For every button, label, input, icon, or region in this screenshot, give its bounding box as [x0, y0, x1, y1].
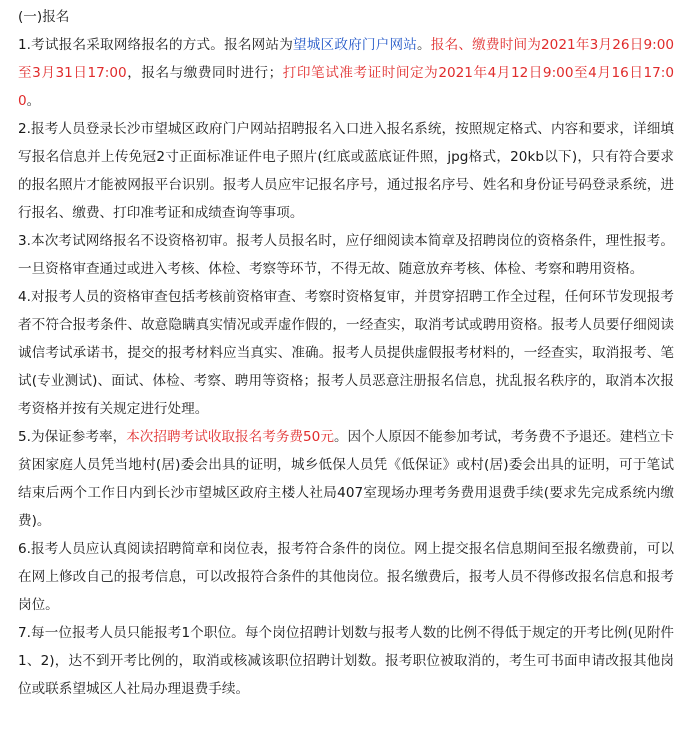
- section-heading: (一)报名: [18, 9, 70, 25]
- paragraph-2: [18, 115, 674, 227]
- p6-text: 6.报考人员应认真阅读招聘简章和岗位表，报考符合条件的岗位。网上提交报名信息期间至报名缴费前，可以在网上修改自己的报考信息，可以改报符合条件的其他岗位。报名缴费后，报考人员不得修改报名信息和报考岗位。: [18, 541, 674, 613]
- paragraph-3: [18, 227, 674, 283]
- paragraph-6: [18, 535, 674, 619]
- p1-text-a: 1.考试报名采取网络报名的方式。报名网站为: [18, 37, 293, 53]
- paragraph-5: [18, 423, 674, 535]
- p1-text-c: ，报名与缴费同时进行；: [126, 65, 283, 81]
- p3-text: 3.本次考试网络报名不设资格初审。报考人员报名时，应仔细阅读本简章及招聘岗位的资格条件，理性报考。一旦资格审查通过或进入考核、体检、考察等环节，不得无故、随意放弃考核、体检、考察和聘用资格。: [18, 233, 674, 277]
- paragraph-7: [18, 619, 674, 703]
- admission-ticket-period-notice: 打印笔试准考证时间定为2021年4月12日9:00至4月16日17:00: [18, 65, 675, 109]
- p1-text-d: 。: [26, 93, 41, 109]
- paragraph-1: [18, 31, 674, 115]
- p1-text-b: 。: [417, 37, 431, 53]
- p4-text: 4.对报考人员的资格审查包括考核前资格审查、考察时资格复审，并贯穿招聘工作全过程，任何环节发现报考者不符合报考条件、故意隐瞒真实情况或弄虚作假的，一经查实，取消考试或聘用资格。报考人员要仔细阅读诚信考试承诺书，提交的报考材料应当真实、准确。报考人员提供虚假报考材料的，一经查实，取消报考、笔试(专业测试)、面试、体检、考察、聘用等资格；报考人员恶意注册报名信息，扰乱报名秩序的，取消本次报考资格并按有关规定进行处理。: [18, 289, 674, 417]
- registration-period-notice: 报名、缴费时间为2021年3月26日9:00至3月31日17:00: [18, 37, 675, 81]
- p2-text: 2.报考人员登录长沙市望城区政府门户网站招聘报名入口进入报名系统，按照规定格式、内容和要求，详细填写报名信息并上传免冠2寸正面标准证件电子照片(红底或蓝底证件照，jpg格式，20kb以下)，只有符合要求的报名照片才能被网报平台识别。报考人员应牢记报名序号，通过报名序号、姓名和身份证号码登录系统，进行报名、缴费、打印准考证和成绩查询等事项。: [18, 121, 674, 221]
- p7-text: 7.每一位报考人员只能报考1个职位。每个岗位招聘计划数与报考人数的比例不得低于规定的开考比例(见附件1、2)，达不到开考比例的，取消或核减该职位招聘计划数。报考职位被取消的，考生可书面申请改报其他岗位或联系望城区人社局办理退费手续。: [18, 625, 674, 697]
- exam-fee-notice: 本次招聘考试收取报名考务费50元: [126, 429, 334, 445]
- paragraph-4: [18, 283, 674, 423]
- p5-text-a: 5.为保证参考率，: [18, 429, 127, 445]
- government-portal-link[interactable]: 望城区政府门户网站: [292, 37, 418, 53]
- p5-text-b: 。因个人原因不能参加考试，考务费不予退还。建档立卡贫困家庭人员凭当地村(居)委会出具的证明，城乡低保人员凭《低保证》或村(居)委会出具的证明，可于笔试结束后两个工作日内到长沙市望城区政府主楼人社局407室现场办理考务费用退费手续(要求先完成系统内缴费)。: [18, 429, 675, 529]
